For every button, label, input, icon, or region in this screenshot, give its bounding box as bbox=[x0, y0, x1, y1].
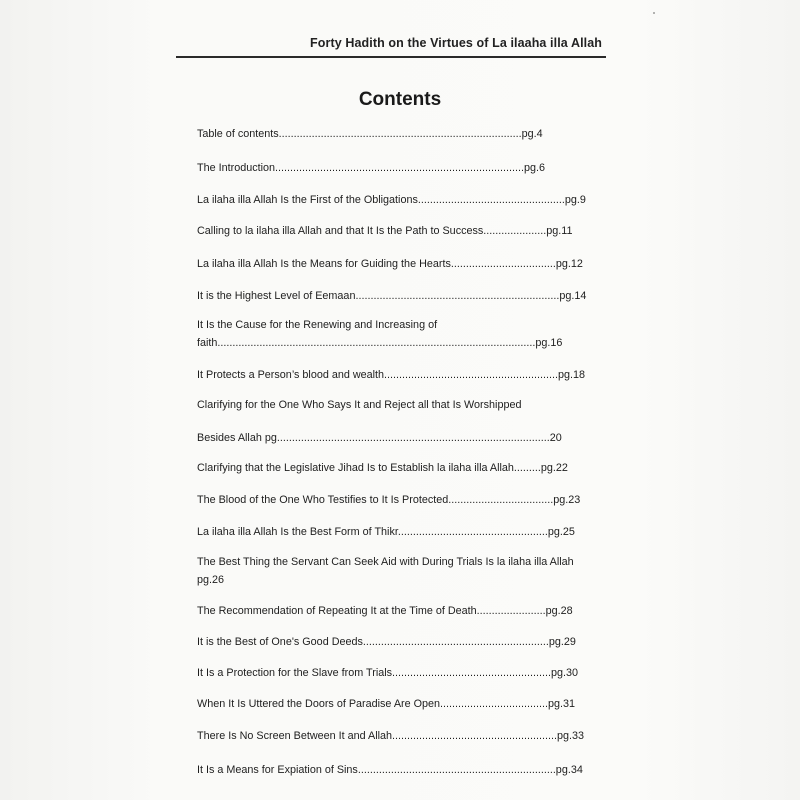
toc-entry: It Is the Cause for the Renewing and Increasing of bbox=[197, 319, 438, 331]
toc-entry: Clarifying that the Legislative Jihad Is to Establish la ilaha illa Allah.........pg.22 bbox=[197, 462, 568, 474]
page-title: Contents bbox=[358, 89, 442, 110]
toc-entry: The Introduction...................................................................................pg.6 bbox=[197, 162, 546, 174]
toc-entry: There Is No Screen Between It and Allah.......................................................pg.33 bbox=[197, 730, 585, 742]
toc-entry: When It Is Uttered the Doors of Paradise Are Open....................................pg.31 bbox=[197, 698, 576, 710]
toc-entry: La ilaha illa Allah Is the Means for Guiding the Hearts...................................pg.12 bbox=[197, 258, 583, 270]
toc-entry: It Is a Protection for the Slave from Trials.....................................................pg.30 bbox=[197, 667, 579, 679]
toc-entry: It Is a Means for Expiation of Sins..................................................................pg.34 bbox=[197, 764, 583, 776]
toc-entry: Table of contents.................................................................................pg.4 bbox=[197, 128, 543, 140]
toc-entry: faith..........................................................................................................pg.16 bbox=[197, 337, 563, 349]
toc-entry: Clarifying for the One Who Says It and Reject all that Is Worshipped bbox=[197, 399, 522, 411]
toc-entry: The Best Thing the Servant Can Seek Aid with During Trials Is la ilaha illa Allah bbox=[197, 556, 574, 568]
header-rule bbox=[176, 56, 606, 58]
toc-entry: It is the Best of One's Good Deeds..............................................................pg.29 bbox=[197, 636, 576, 648]
toc-entry: Besides Allah pg...........................................................................................20 bbox=[197, 432, 562, 444]
running-header: Forty Hadith on the Virtues of La ilaaha illa Allah bbox=[310, 36, 602, 50]
toc-entry: It is the Highest Level of Eemaan....................................................................pg.14 bbox=[197, 290, 587, 302]
toc-entry: La ilaha illa Allah Is the Best Form of Thikr..................................................pg.25 bbox=[197, 526, 575, 538]
toc-entry: The Recommendation of Repeating It at the Time of Death.......................pg.28 bbox=[197, 605, 573, 617]
toc-entry: The Blood of the One Who Testifies to It Is Protected...................................pg.23 bbox=[197, 494, 581, 506]
toc-entry: La ilaha illa Allah Is the First of the Obligations.................................................pg.9 bbox=[197, 194, 586, 206]
toc-entry: Calling to la ilaha illa Allah and that It Is the Path to Success.....................pg.11 bbox=[197, 225, 573, 237]
toc-entry: pg.26 bbox=[197, 574, 225, 586]
paper-speck bbox=[653, 12, 655, 14]
toc-entry: It Protects a Person’s blood and wealth..........................................................pg.18 bbox=[197, 369, 586, 381]
